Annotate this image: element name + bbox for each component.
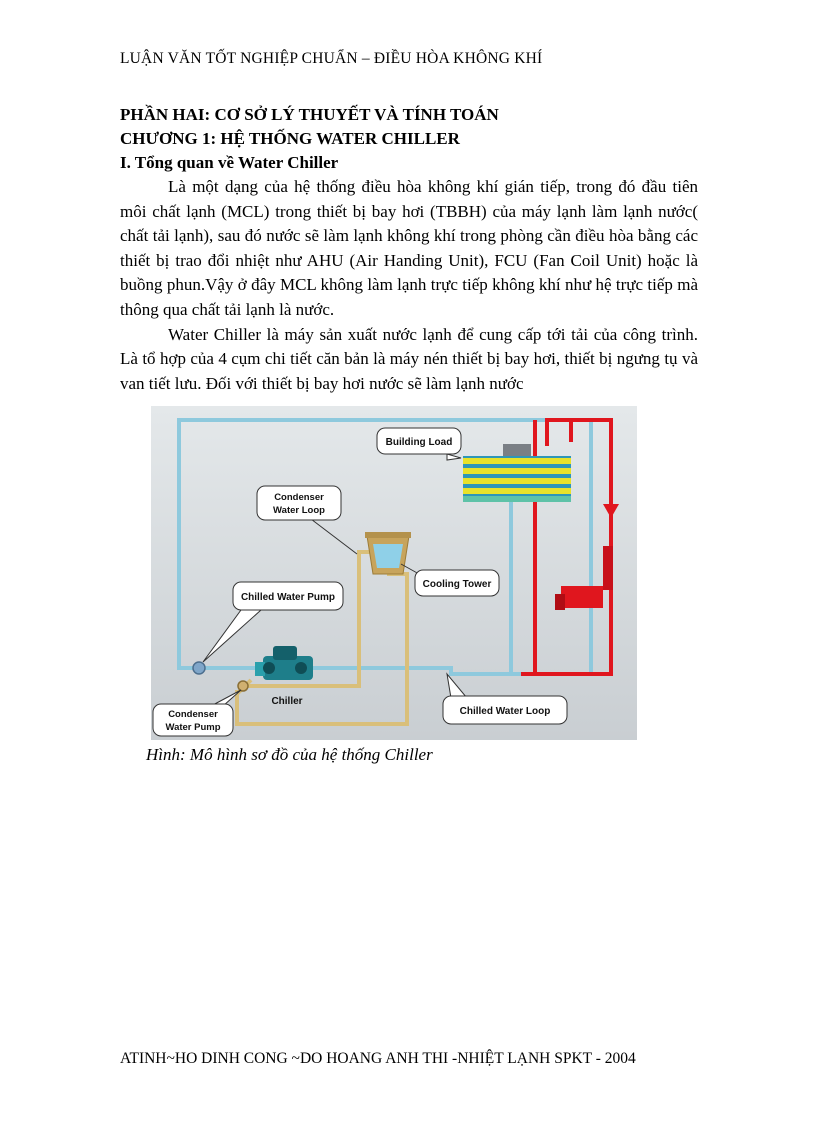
label-chilled-water-loop: Chilled Water Loop — [459, 706, 551, 717]
running-header: LUẬN VĂN TỐT NGHIỆP CHUẨN – ĐIỀU HÒA KHÔNG KHÍ — [120, 50, 543, 67]
label-condenser-water-pump-2: Water Pump — [165, 722, 221, 733]
running-footer: ATINH~HO DINH CONG ~DO HOANG ANH THI -NHIỆT LẠNH SPKT - 2004 — [120, 1050, 636, 1067]
red-pump-body — [561, 586, 603, 608]
chilled-water-pump — [193, 662, 205, 674]
label-cooling-tower: Cooling Tower — [422, 579, 492, 590]
red-tank — [603, 546, 613, 590]
label-condenser-water-pump-1: Condenser — [168, 709, 218, 720]
label-condenser-water-loop-1: Condenser — [274, 492, 324, 503]
paragraph-2: Water Chiller là máy sản xuất nước lạnh để cung cấp tới tải của công trình. Là tổ hợp của 4 cụm chi tiết căn bản là máy nén thiết bị bay hơi, thiết bị ngưng tụ và van tiết lưu. Đối với thiết bị bay hơi nước sẽ làm lạnh nước — [120, 324, 698, 393]
main-content — [120, 100, 698, 396]
figure-caption: Hình: Mô hình sơ đồ của hệ thống Chiller — [146, 745, 433, 764]
condenser-water-pump — [238, 681, 248, 691]
label-building-load: Building Load — [385, 437, 453, 448]
chapter-title: CHƯƠNG 1: HỆ THỐNG WATER CHILLER — [120, 129, 460, 148]
label-chiller: Chiller — [271, 696, 303, 707]
paragraph-1: Là một dạng của hệ thống điều hòa không khí gián tiếp, trong đó đầu tiên môi chất lạnh (MCL) trong thiết bị bay hơi (TBBH) của máy lạnh làm lạnh nước( chất tải lạnh), sau đó nước sẽ làm lạnh không khí trong phòng cần điều hòa bằng các thiết bị trao đổi nhiệt như AHU (Air Handing Unit), FCU (Fan Coil Unit) hoặc là buồng phun.Vậy ở đây MCL không làm lạnh trực tiếp không khí như hệ trực tiếp mà thông qua chất tải lạnh là nước. — [120, 177, 698, 319]
cooling-tower — [365, 532, 411, 574]
red-pump-base — [555, 594, 565, 610]
chiller-diagram-svg — [151, 406, 637, 740]
label-chilled-water-pump: Chilled Water Pump — [240, 592, 336, 603]
chiller-diagram — [151, 406, 637, 740]
label-condenser-water-loop-2: Water Loop — [273, 505, 325, 516]
part-title: PHẦN HAI: CƠ SỞ LÝ THUYẾT VÀ TÍNH TOÁN — [120, 105, 499, 124]
subsection-title: I. Tổng quan về Water Chiller — [120, 153, 339, 172]
